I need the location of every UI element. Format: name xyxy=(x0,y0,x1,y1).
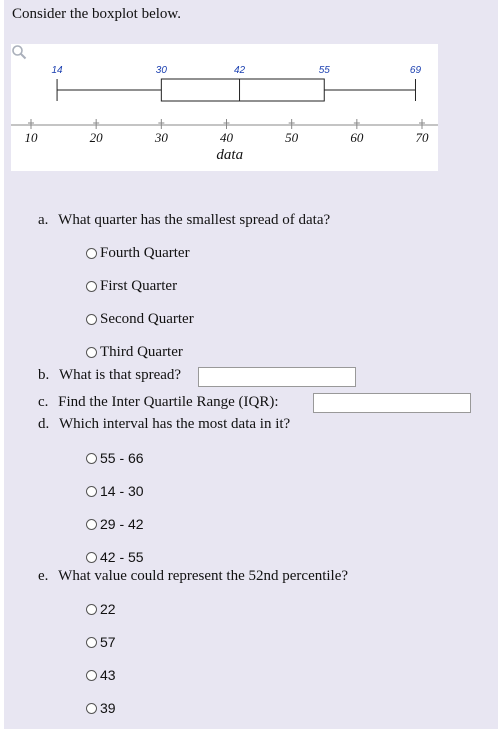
radio-button[interactable] xyxy=(86,248,97,259)
radio-button[interactable] xyxy=(86,670,97,681)
option-label: Second Quarter xyxy=(100,311,194,327)
radio-button[interactable] xyxy=(86,604,97,615)
option-label: 29 - 42 xyxy=(100,516,144,532)
iqr-box xyxy=(161,79,324,101)
question-d xyxy=(38,416,290,433)
option-label: 14 - 30 xyxy=(100,483,144,499)
median-label: 42 xyxy=(233,65,246,76)
option-third-quarter[interactable] xyxy=(86,344,183,361)
x-tick-label: 70 xyxy=(415,130,429,145)
magnify-icon[interactable] xyxy=(11,44,27,60)
option-label: Third Quarter xyxy=(100,344,183,360)
option-14-30[interactable] xyxy=(86,483,144,499)
question-e-label: e. xyxy=(38,568,49,584)
question-c-label: c. xyxy=(38,394,49,410)
x-tick-label: 60 xyxy=(350,130,364,145)
option-55-66[interactable] xyxy=(86,450,144,466)
question-b-text: What is that spread? xyxy=(59,367,182,383)
question-b-label: b. xyxy=(38,367,50,383)
option-fourth-quarter[interactable] xyxy=(86,245,190,262)
question-d-label: d. xyxy=(38,416,50,432)
option-second-quarter[interactable] xyxy=(86,311,194,328)
boxplot-svg xyxy=(11,44,438,171)
radio-button[interactable] xyxy=(86,637,97,648)
option-label: 39 xyxy=(100,700,116,716)
max-label: 69 xyxy=(409,65,422,76)
radio-button[interactable] xyxy=(86,519,97,530)
x-tick-label: 10 xyxy=(24,130,38,145)
q3-label: 55 xyxy=(318,65,330,76)
question-e-text: What value could represent the 52nd percentile? xyxy=(58,568,349,584)
boxplot-chart xyxy=(11,44,438,171)
x-tick-label: 50 xyxy=(285,130,299,145)
option-29-42[interactable] xyxy=(86,516,144,532)
question-e xyxy=(38,568,348,585)
option-label: 55 - 66 xyxy=(100,450,144,466)
intro-text: Consider the boxplot below. xyxy=(12,6,182,22)
spread-answer-input[interactable] xyxy=(198,367,356,387)
option-first-quarter[interactable] xyxy=(86,278,177,295)
min-label: 14 xyxy=(51,65,63,76)
option-22[interactable] xyxy=(86,601,116,617)
option-label: 22 xyxy=(100,601,116,617)
question-a xyxy=(38,212,330,229)
question-c-text: Find the Inter Quartile Range (IQR): xyxy=(58,394,279,410)
radio-button[interactable] xyxy=(86,552,97,563)
option-39[interactable] xyxy=(86,700,116,716)
radio-button[interactable] xyxy=(86,281,97,292)
q1-label: 30 xyxy=(155,65,167,76)
question-a-text: What quarter has the smallest spread of data? xyxy=(58,212,331,228)
question-c xyxy=(38,394,279,411)
question-d-text: Which interval has the most data in it? xyxy=(59,416,291,432)
question-b xyxy=(38,367,181,384)
option-label: 43 xyxy=(100,667,116,683)
x-tick-label: 20 xyxy=(89,130,103,145)
option-label: 42 - 55 xyxy=(100,549,144,565)
option-label: First Quarter xyxy=(100,278,178,294)
radio-button[interactable] xyxy=(86,453,97,464)
radio-button[interactable] xyxy=(86,347,97,358)
option-label: 57 xyxy=(100,634,116,650)
x-axis-label: data xyxy=(216,147,244,163)
option-label: Fourth Quarter xyxy=(100,245,190,261)
x-tick-label: 30 xyxy=(154,130,168,145)
radio-button[interactable] xyxy=(86,314,97,325)
question-a-label: a. xyxy=(38,212,49,228)
x-tick-label: 40 xyxy=(220,130,233,145)
option-42-55[interactable] xyxy=(86,549,144,565)
iqr-answer-input[interactable] xyxy=(313,393,471,413)
option-57[interactable] xyxy=(86,634,116,650)
radio-button[interactable] xyxy=(86,703,97,714)
option-43[interactable] xyxy=(86,667,116,683)
radio-button[interactable] xyxy=(86,486,97,497)
